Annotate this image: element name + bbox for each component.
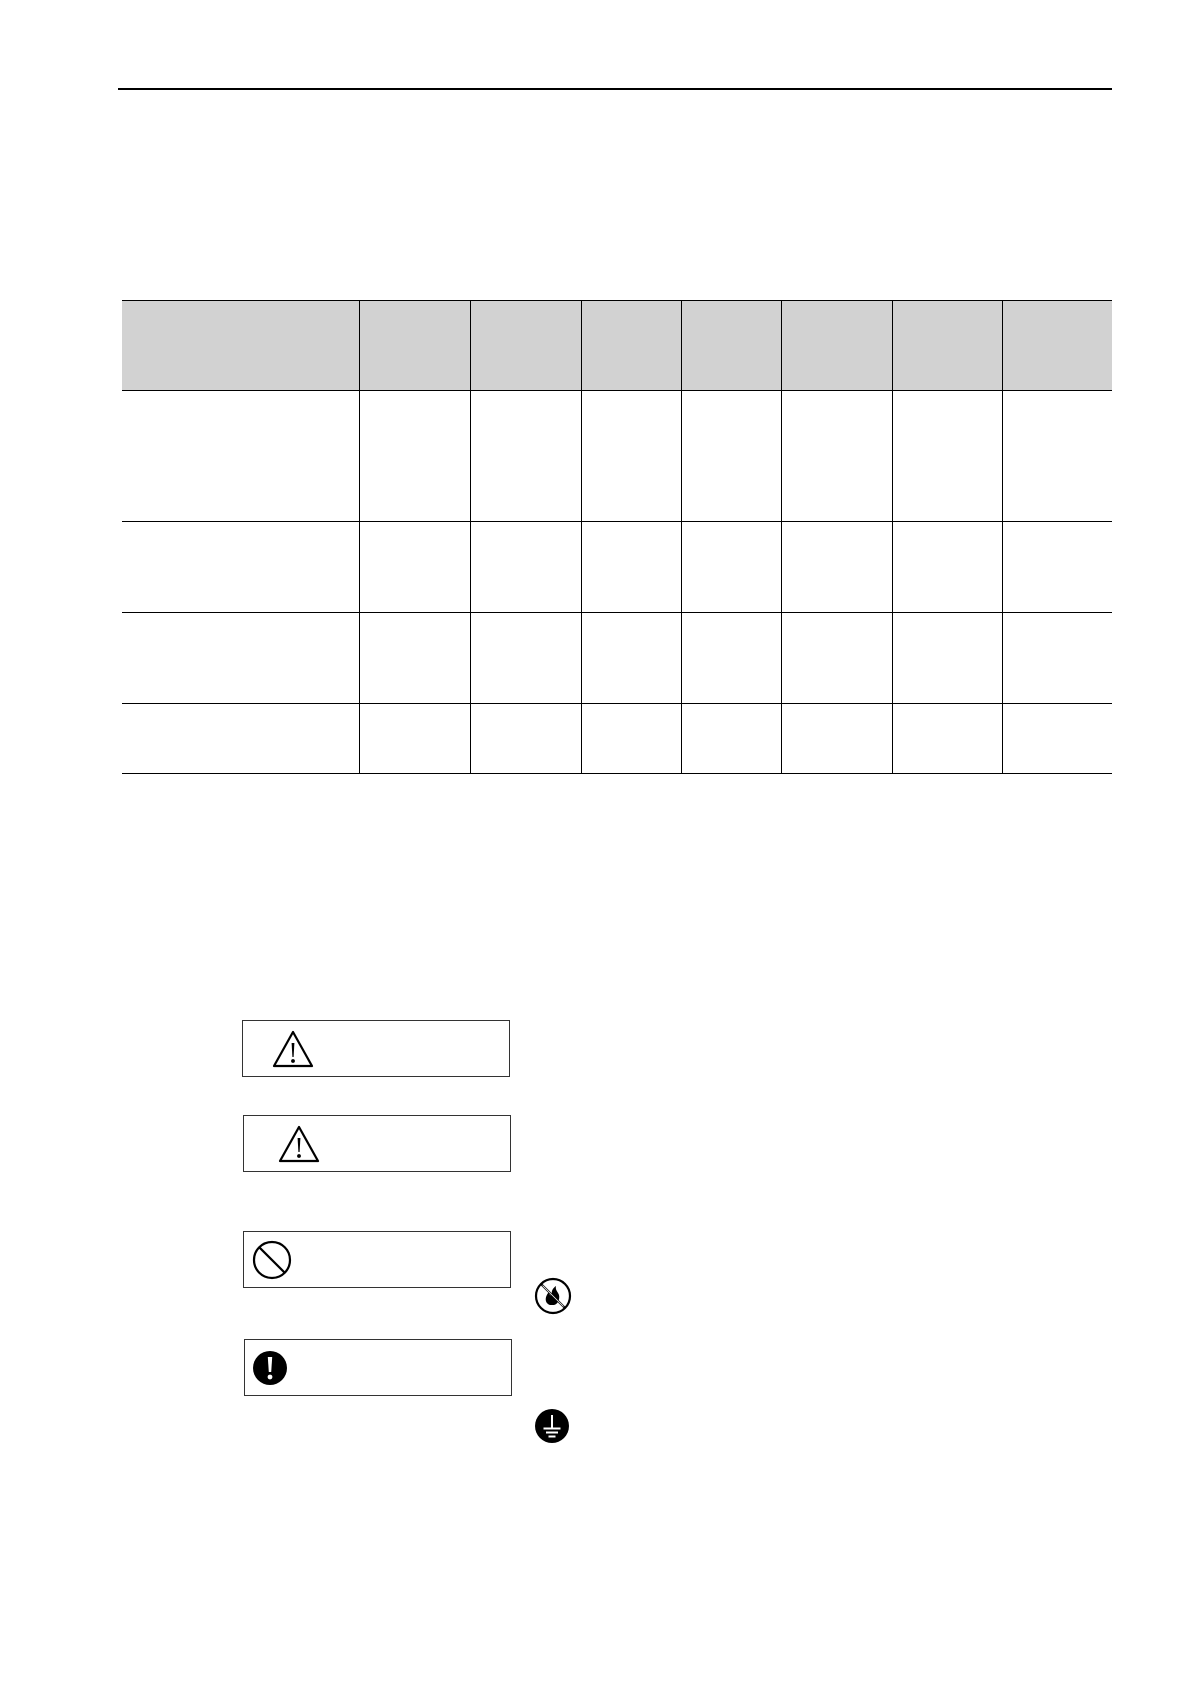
prohibition-circle-icon — [251, 1239, 293, 1281]
prohibited-symbol-box — [243, 1231, 511, 1288]
table-cell — [581, 704, 681, 774]
table-cell — [122, 391, 359, 522]
table-cell — [581, 613, 681, 704]
table-cell — [470, 704, 581, 774]
table-header-cell — [781, 301, 892, 391]
ground-icon — [533, 1407, 571, 1445]
table-header-cell — [122, 301, 359, 391]
table-cell — [470, 522, 581, 613]
table-cell — [359, 391, 470, 522]
table-row — [122, 613, 1112, 704]
table-cell — [681, 522, 781, 613]
table-cell — [359, 522, 470, 613]
table-cell — [359, 704, 470, 774]
table-header-row — [122, 301, 1112, 391]
table-header-cell — [892, 301, 1002, 391]
exclamation-circle-icon — [251, 1349, 289, 1387]
table-cell — [681, 704, 781, 774]
table-cell — [581, 522, 681, 613]
table-cell — [1002, 522, 1112, 613]
warning-triangle-icon — [271, 1029, 315, 1069]
table-cell — [892, 391, 1002, 522]
table-cell — [122, 704, 359, 774]
table-cell — [470, 391, 581, 522]
warning-triangle-icon — [277, 1124, 321, 1164]
header-rule — [118, 88, 1112, 90]
table-header-cell — [1002, 301, 1112, 391]
no-fire-icon — [533, 1276, 573, 1316]
warning-symbol-box — [242, 1020, 510, 1077]
table-row — [122, 522, 1112, 613]
table-cell — [781, 613, 892, 704]
table-row — [122, 704, 1112, 774]
table-cell — [470, 613, 581, 704]
table-header-cell — [681, 301, 781, 391]
table-cell — [892, 522, 1002, 613]
table-cell — [892, 704, 1002, 774]
table-header-cell — [581, 301, 681, 391]
table-row — [122, 391, 1112, 522]
data-table — [122, 300, 1112, 774]
table-cell — [1002, 391, 1112, 522]
table-cell — [122, 522, 359, 613]
table-cell — [781, 391, 892, 522]
table-cell — [1002, 613, 1112, 704]
table-header-cell — [359, 301, 470, 391]
table-cell — [892, 613, 1002, 704]
table-cell — [359, 613, 470, 704]
caution-symbol-box — [243, 1115, 511, 1172]
table-cell — [122, 613, 359, 704]
table-cell — [681, 391, 781, 522]
table-cell — [1002, 704, 1112, 774]
table-cell — [681, 613, 781, 704]
table-cell — [581, 391, 681, 522]
mandatory-symbol-box — [244, 1339, 512, 1396]
table-header-cell — [470, 301, 581, 391]
table-cell — [781, 704, 892, 774]
table-cell — [781, 522, 892, 613]
